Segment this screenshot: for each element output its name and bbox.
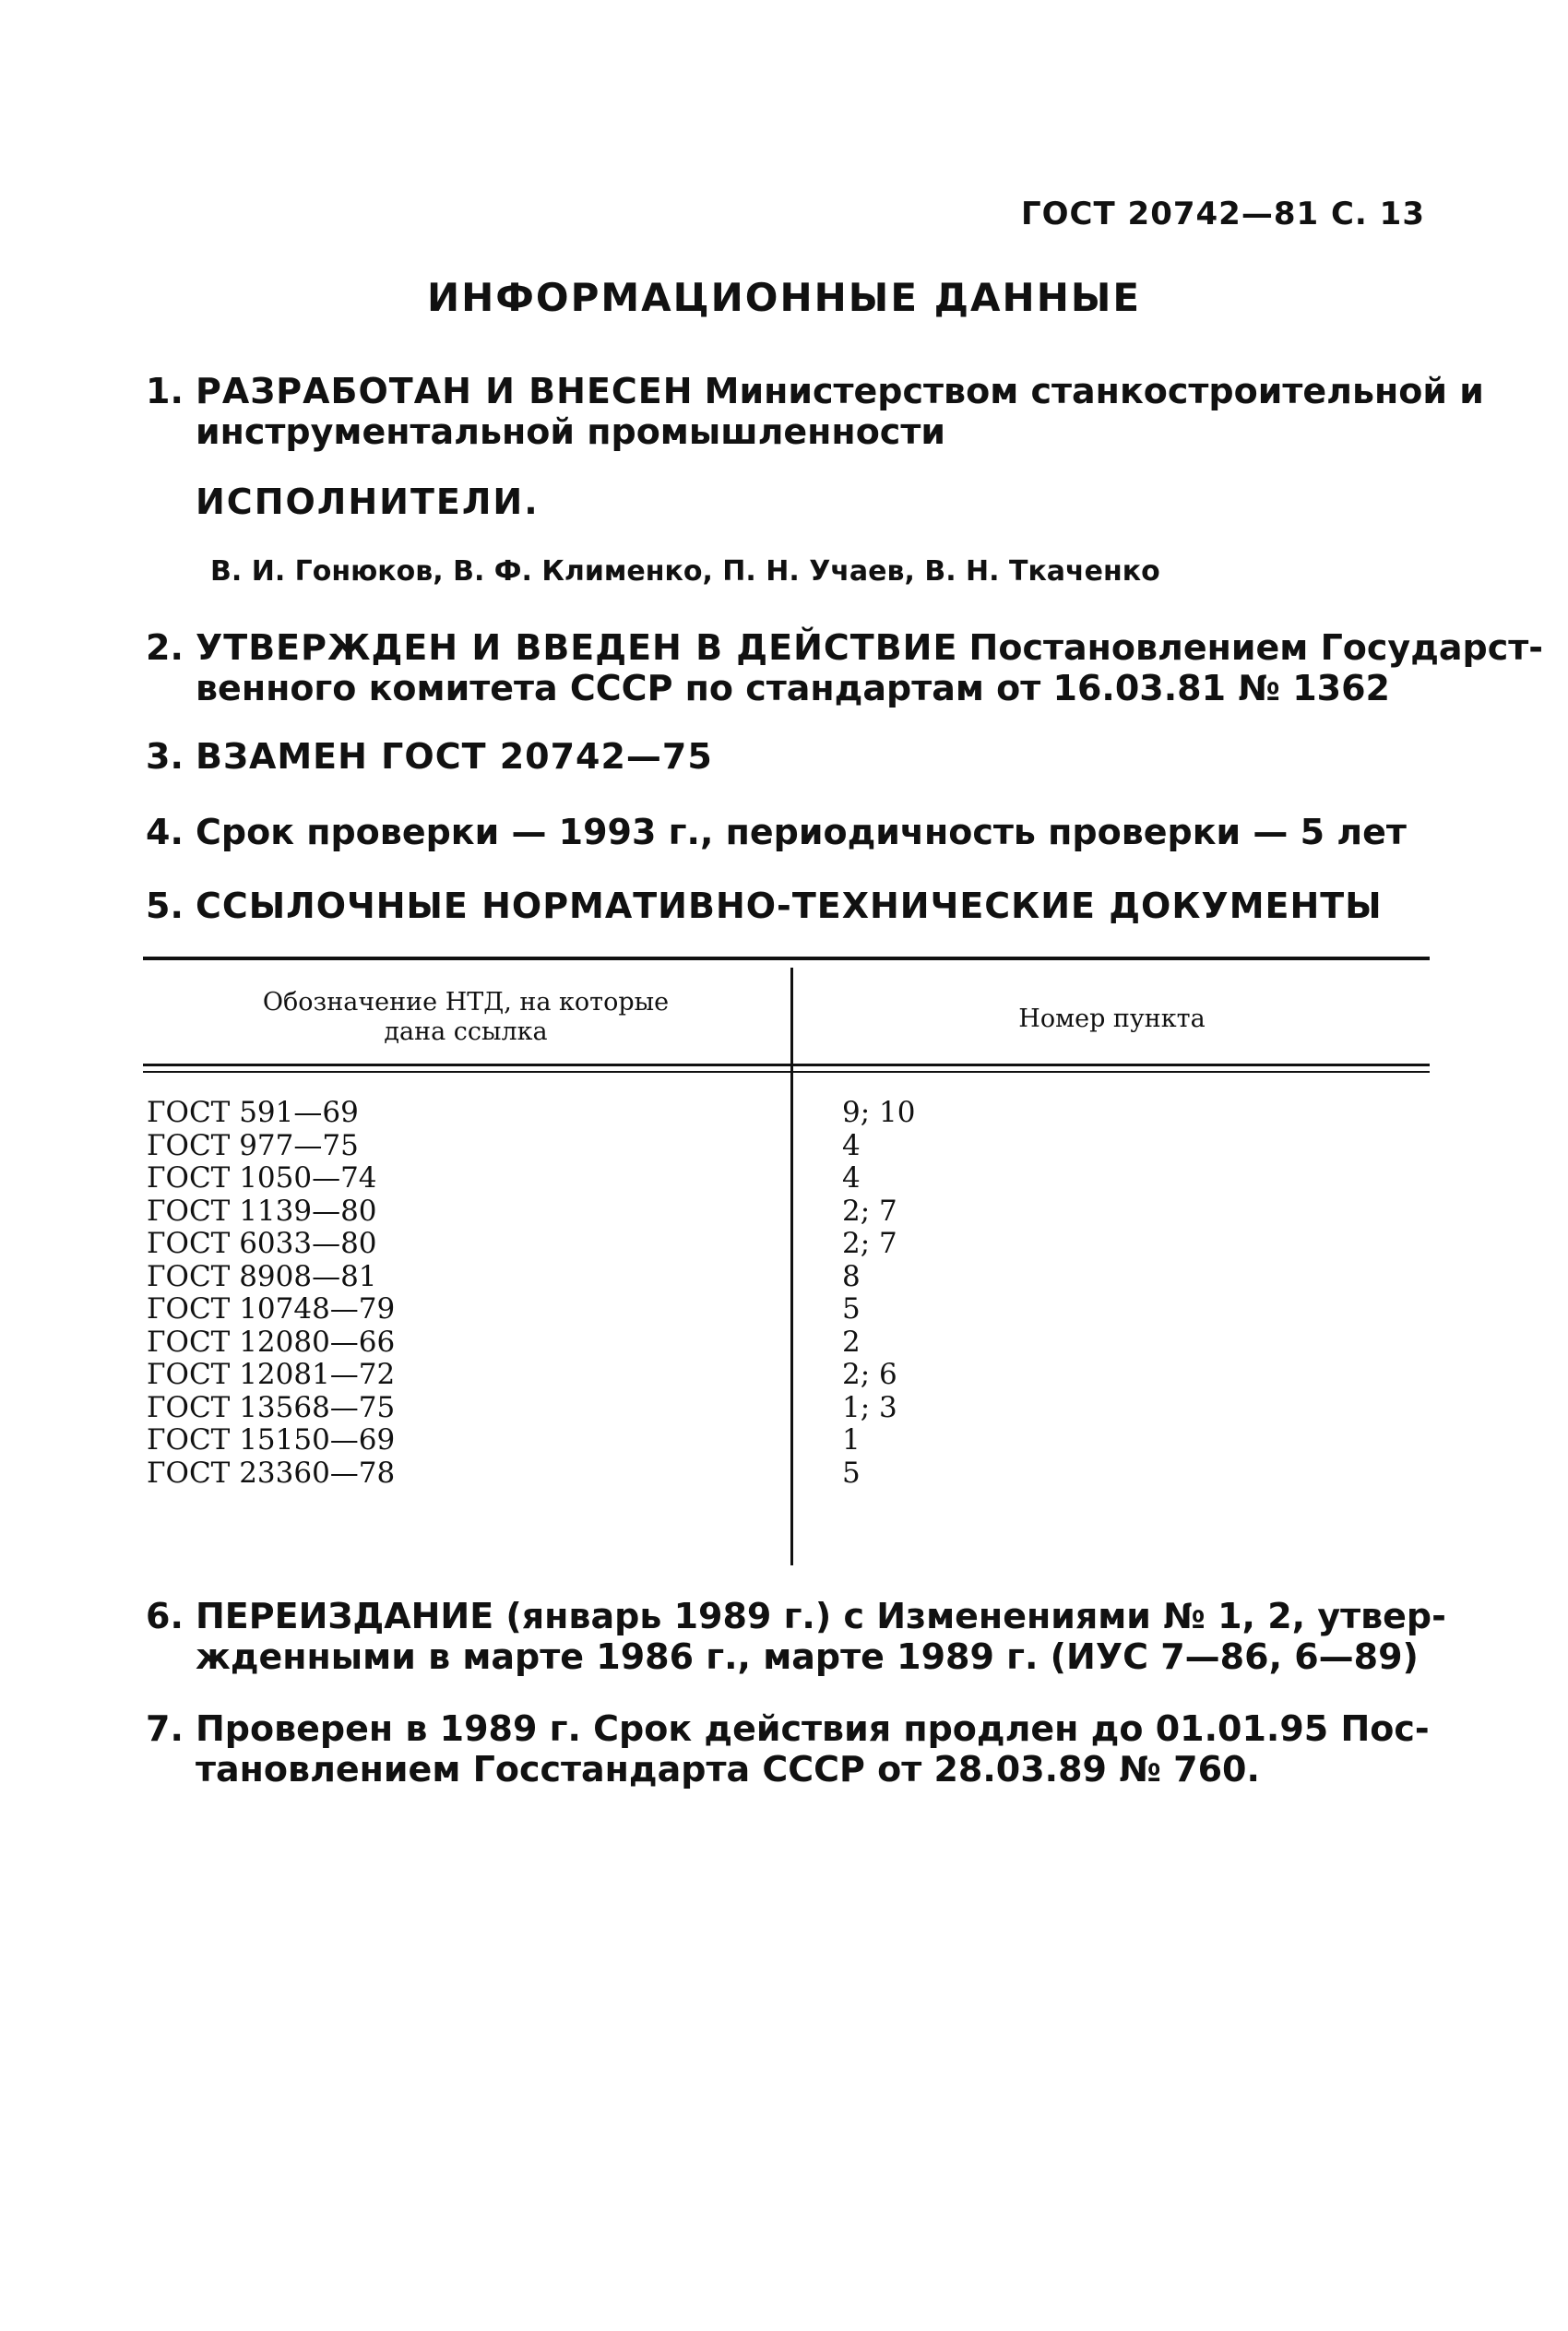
table-row xyxy=(143,1424,1430,1457)
table-cell-clause: 1 xyxy=(842,1423,861,1457)
item-5-text: ССЫЛОЧНЫЕ НОРМАТИВНО-ТЕХНИЧЕСКИЕ ДОКУМЕНТЫ xyxy=(196,886,1383,926)
table-cell-doc: ГОСТ 12080—66 xyxy=(147,1325,396,1359)
table-top-rule xyxy=(143,957,1430,960)
table-header-rule-1 xyxy=(143,1064,1430,1066)
item-1-number: 1. xyxy=(146,371,184,411)
table-cell-clause: 8 xyxy=(842,1259,861,1293)
table-cell-doc: ГОСТ 8908—81 xyxy=(147,1259,377,1293)
item-1-lead: РАЗРАБОТАН И ВНЕСЕН xyxy=(196,371,694,411)
executors-names: В. И. Гонюков, В. Ф. Клименко, П. Н. Учаев, В. Н. Ткаченко xyxy=(210,555,1160,588)
table-cell-clause: 5 xyxy=(842,1456,861,1490)
item-3-number: 3. xyxy=(146,736,184,777)
table-body xyxy=(143,1097,1430,1490)
item-2-text-line-1: Постановлением Государст- xyxy=(968,627,1544,668)
table-row xyxy=(143,1293,1430,1326)
table-cell-doc: ГОСТ 10748—79 xyxy=(147,1292,396,1326)
table-header-rule-2 xyxy=(143,1071,1430,1073)
reference-documents-table xyxy=(143,957,1430,1565)
table-cell-doc: ГОСТ 12081—72 xyxy=(147,1358,396,1391)
executors-label: ИСПОЛНИТЕЛИ. xyxy=(196,482,540,522)
item-4-number: 4. xyxy=(146,812,184,852)
item-2-lead: УТВЕРЖДЕН И ВВЕДЕН В ДЕЙСТВИЕ xyxy=(196,627,958,668)
table-row xyxy=(143,1097,1430,1130)
item-1-text-line-2: инструментальной промышленности xyxy=(196,411,945,452)
table-cell-doc: ГОСТ 591—69 xyxy=(147,1096,359,1129)
table-header-doc xyxy=(143,988,789,1047)
table-cell-doc: ГОСТ 6033—80 xyxy=(147,1227,377,1260)
page-header-ref: ГОСТ 20742—81 С. 13 xyxy=(1020,196,1425,232)
page-title: ИНФОРМАЦИОННЫЕ ДАННЫЕ xyxy=(426,275,1142,320)
item-2-number: 2. xyxy=(146,627,184,668)
item-5-number: 5. xyxy=(146,886,184,926)
table-header-clause: Номер пункта xyxy=(1018,1005,1206,1033)
item-7-number: 7. xyxy=(146,1708,184,1749)
table-cell-doc: ГОСТ 13568—75 xyxy=(147,1390,396,1424)
table-row xyxy=(143,1261,1430,1294)
table-cell-doc: ГОСТ 23360—78 xyxy=(147,1456,396,1490)
table-header-doc-line-1: Обозначение НТД, на которые xyxy=(262,988,670,1017)
table-row xyxy=(143,1359,1430,1392)
table-row xyxy=(143,1228,1430,1261)
table-cell-clause: 1; 3 xyxy=(842,1390,897,1424)
table-row xyxy=(143,1130,1430,1163)
item-6-text-line-1: ПЕРЕИЗДАНИЕ (январь 1989 г.) с Изменениями № 1, 2, утвер- xyxy=(196,1596,1446,1636)
item-3-text: ВЗАМЕН ГОСТ 20742—75 xyxy=(196,736,713,777)
table-row xyxy=(143,1195,1430,1229)
table-cell-clause: 2; 7 xyxy=(842,1194,897,1228)
item-1-text-line-1: Министерством станкостроительной и xyxy=(704,371,1484,411)
item-2-line-1 xyxy=(196,627,1543,668)
table-row xyxy=(143,1457,1430,1491)
table-cell-clause: 4 xyxy=(842,1128,861,1162)
table-cell-clause: 4 xyxy=(842,1161,861,1195)
table-row xyxy=(143,1326,1430,1360)
item-1-line-1 xyxy=(196,371,1484,411)
table-cell-clause: 5 xyxy=(842,1292,861,1326)
table-cell-doc: ГОСТ 1139—80 xyxy=(147,1194,377,1228)
item-7-text-line-1: Проверен в 1989 г. Срок действия продлен до 01.01.95 Пос- xyxy=(196,1708,1430,1749)
table-row xyxy=(143,1392,1430,1425)
table-cell-doc: ГОСТ 15150—69 xyxy=(147,1423,396,1457)
item-6-text-line-2: жденными в марте 1986 г., марте 1989 г. (ИУС 7—86, 6—89) xyxy=(196,1636,1419,1677)
item-2-text-line-2: венного комитета СССР по стандартам от 16.03.81 № 1362 xyxy=(196,668,1390,708)
table-row xyxy=(143,1162,1430,1195)
table-cell-doc: ГОСТ 1050—74 xyxy=(147,1161,377,1195)
table-header-doc-line-2: дана ссылка xyxy=(384,1017,548,1046)
table-cell-clause: 2; 7 xyxy=(842,1227,897,1260)
table-cell-doc: ГОСТ 977—75 xyxy=(147,1128,359,1162)
item-7-text-line-2: тановлением Госстандарта СССР от 28.03.89 № 760. xyxy=(196,1749,1260,1790)
table-cell-clause: 9; 10 xyxy=(842,1096,916,1129)
item-6-number: 6. xyxy=(146,1596,184,1636)
table-cell-clause: 2 xyxy=(842,1325,861,1359)
item-4-text: Срок проверки — 1993 г., периодичность проверки — 5 лет xyxy=(196,812,1407,852)
table-cell-clause: 2; 6 xyxy=(842,1358,897,1391)
